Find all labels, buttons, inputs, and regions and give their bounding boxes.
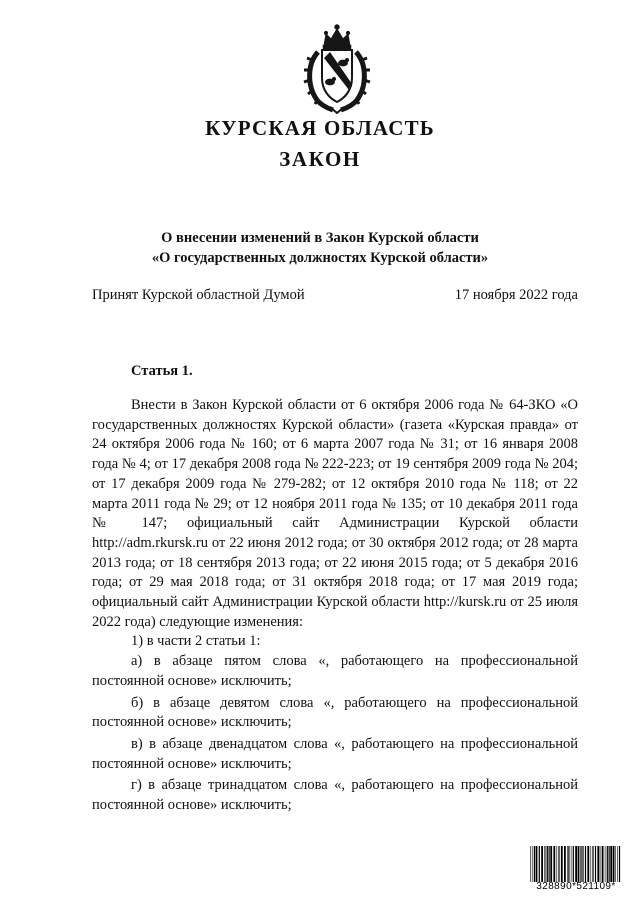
adopting-body: Принят Курской областной Думой (92, 287, 305, 303)
coat-of-arms-icon (297, 22, 377, 114)
adoption-date: 17 ноября 2022 года (454, 287, 578, 303)
law-subject-line-2: «О государственных должностях Курской области» (151, 250, 489, 266)
barcode-number: 328890*521109* (536, 881, 616, 892)
amendment-subitem-b: б) в абзаце девятом слова «, работающего на профессиональной постоянной основе» исключить; (92, 694, 578, 731)
document-type-title: ЗАКОН (279, 147, 361, 171)
amendment-subitem-v: в) в абзаце двенадцатом слова «, работающего на профессиональной постоянной основе» исключить; (92, 735, 578, 772)
barcode-bars-icon (529, 846, 623, 882)
article-heading: Статья 1. (131, 363, 193, 379)
article-body (92, 396, 578, 816)
amendment-item-1: 1) в части 2 статьи 1: (131, 633, 261, 650)
law-subject (0, 228, 640, 268)
article-intro-paragraph: Внести в Закон Курской области от 6 октября 2006 года № 64-ЗКО «О государственных должностях Курской области» (газета «Курская правда» от 24 октября 2006 года № 160; от 6 марта 2007 года № 31; от 16 января 2008 года № 4; от 17 декабря 2008 года № 222-223; от 19 сентября 2009 года № 204; от 17 декабря 2009 года № 279-282; от 12 октября 2010 года № 118; от 22 марта 2011 года № 29; от 12 ноября 2011 года № 135; от 10 декабря 2011 года № 147; официальный сайт Администрации Курской области http://adm.rkursk.ru от 22 июня 2012 года; от 30 октября 2012 года; от 28 марта 2013 года; от 18 сентября 2013 года; от 22 июня 2015 года; от 5 декабря 2016 года; от 29 мая 2018 года; от 31 октября 2018 года; от 17 мая 2019 года; официальный сайт Администрации Курской области http://kursk.ru от 25 июля 2022 года) следующие изменения: (92, 397, 578, 630)
law-subject-line-1: О внесении изменений в Закон Курской области (161, 230, 479, 246)
region-title: КУРСКАЯ ОБЛАСТЬ (205, 116, 435, 140)
amendment-subitem-g: г) в абзаце тринадцатом слова «, работающего на профессиональной постоянной основе» исключить; (92, 777, 578, 814)
amendment-subitem-a: а) в абзаце пятом слова «, работающего на профессиональной постоянной основе» исключить; (92, 653, 578, 689)
document-barcode (529, 846, 623, 894)
